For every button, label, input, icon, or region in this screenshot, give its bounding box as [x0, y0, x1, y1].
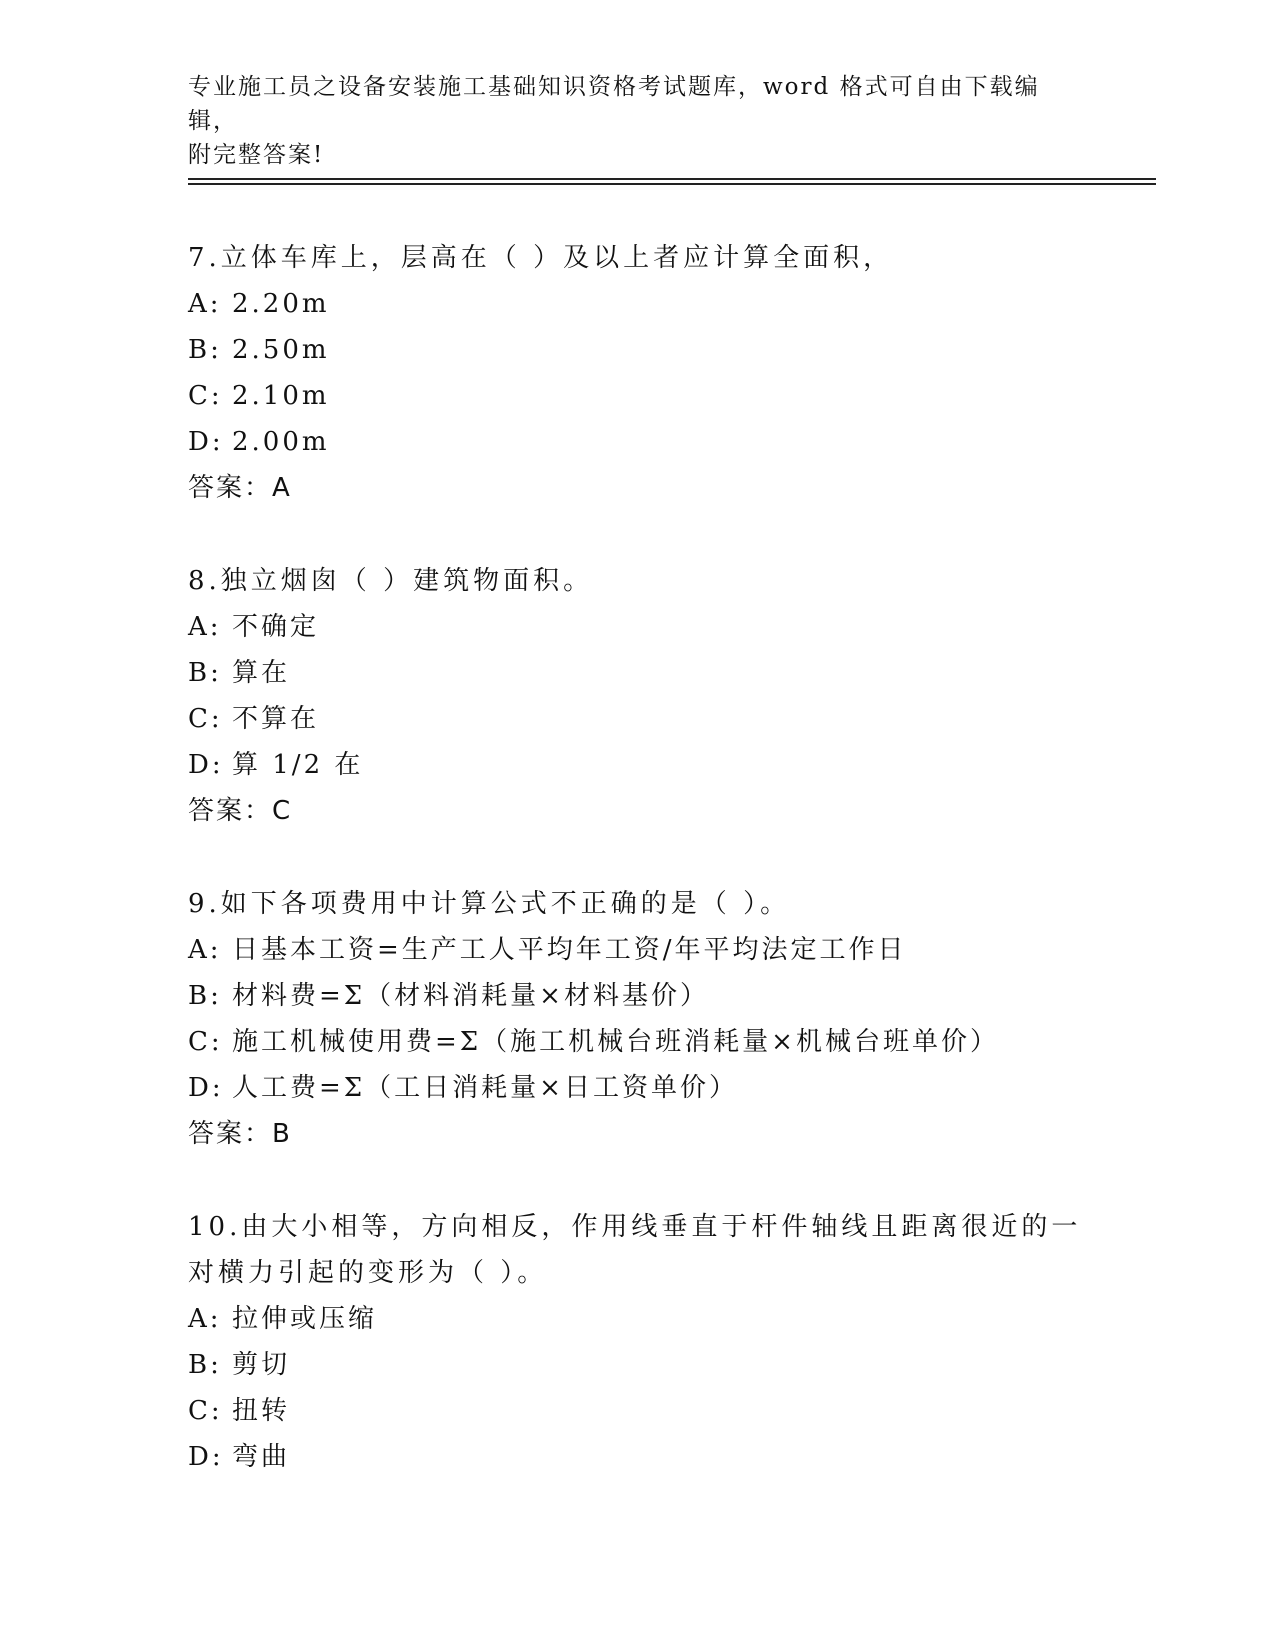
option-text: 2.00m — [232, 427, 330, 457]
option-c — [188, 1019, 1088, 1065]
option-key: B: — [188, 335, 222, 365]
option-d — [188, 742, 1088, 788]
option-b — [188, 1342, 1088, 1388]
option-c — [188, 373, 1088, 419]
option-key: C: — [188, 1027, 223, 1057]
option-key: B: — [188, 658, 222, 688]
option-key: A: — [188, 612, 222, 642]
question-stem: 10.由大小相等，方向相反，作用线垂直于杆件轴线且距离很近的一对横力引起的变形为（ ）。 — [188, 1212, 1082, 1288]
question-stem: 7.立体车库上，层高在（ ）及以上者应计算全面积， — [188, 243, 894, 273]
question-stem: 9.如下各项费用中计算公式不正确的是（ ）。 — [188, 889, 791, 919]
option-key: A: — [188, 935, 222, 965]
option-text: 2.50m — [232, 335, 330, 365]
answer-line: 答案：A — [188, 473, 292, 503]
option-d — [188, 419, 1088, 465]
header-line-2: 附完整答案! — [188, 142, 325, 168]
option-a — [188, 1296, 1088, 1342]
option-text: 算 1/2 在 — [232, 750, 364, 780]
question-8 — [188, 558, 1088, 834]
question-9 — [188, 881, 1088, 1157]
option-b — [188, 973, 1088, 1019]
option-text: 算在 — [232, 658, 291, 688]
document-header — [188, 70, 1088, 172]
header-divider-top — [188, 178, 1156, 180]
option-c — [188, 1388, 1088, 1434]
option-a — [188, 604, 1088, 650]
option-text: 人工费=Σ（工日消耗量×日工资单价） — [232, 1073, 738, 1103]
option-key: A: — [188, 289, 222, 319]
option-key: C: — [188, 381, 223, 411]
option-key: D: — [188, 1442, 224, 1472]
option-a — [188, 281, 1088, 327]
option-key: C: — [188, 1396, 223, 1426]
option-text: 2.20m — [232, 289, 330, 319]
option-text: 剪切 — [232, 1350, 291, 1380]
header-line-1: 专业施工员之设备安装施工基础知识资格考试题库，word 格式可自由下载编辑， — [188, 74, 1040, 134]
answer-line: 答案：C — [188, 796, 293, 826]
answer-line: 答案：B — [188, 1119, 292, 1149]
option-text: 材料费=Σ（材料消耗量×材料基价） — [232, 981, 709, 1011]
option-c — [188, 696, 1088, 742]
option-text: 不算在 — [232, 704, 320, 734]
option-key: B: — [188, 981, 222, 1011]
option-text: 2.10m — [232, 381, 330, 411]
option-b — [188, 650, 1088, 696]
question-list — [188, 235, 1088, 1527]
question-stem: 8.独立烟囱（ ）建筑物面积。 — [188, 566, 594, 596]
option-key: A: — [188, 1304, 222, 1334]
option-text: 日基本工资=生产工人平均年工资/年平均法定工作日 — [232, 935, 907, 965]
header-divider-bottom — [188, 183, 1156, 185]
option-d — [188, 1065, 1088, 1111]
option-text: 施工机械使用费=Σ（施工机械台班消耗量×机械台班单价） — [232, 1027, 999, 1057]
option-d — [188, 1434, 1088, 1480]
option-key: D: — [188, 427, 224, 457]
option-key: D: — [188, 1073, 224, 1103]
option-text: 扭转 — [232, 1396, 291, 1426]
option-text: 拉伸或压缩 — [232, 1304, 378, 1334]
option-key: D: — [188, 750, 224, 780]
option-a — [188, 927, 1088, 973]
option-b — [188, 327, 1088, 373]
option-text: 不确定 — [232, 612, 320, 642]
question-7 — [188, 235, 1088, 511]
option-key: C: — [188, 704, 223, 734]
option-text: 弯曲 — [232, 1442, 291, 1472]
option-key: B: — [188, 1350, 222, 1380]
question-10 — [188, 1204, 1088, 1480]
